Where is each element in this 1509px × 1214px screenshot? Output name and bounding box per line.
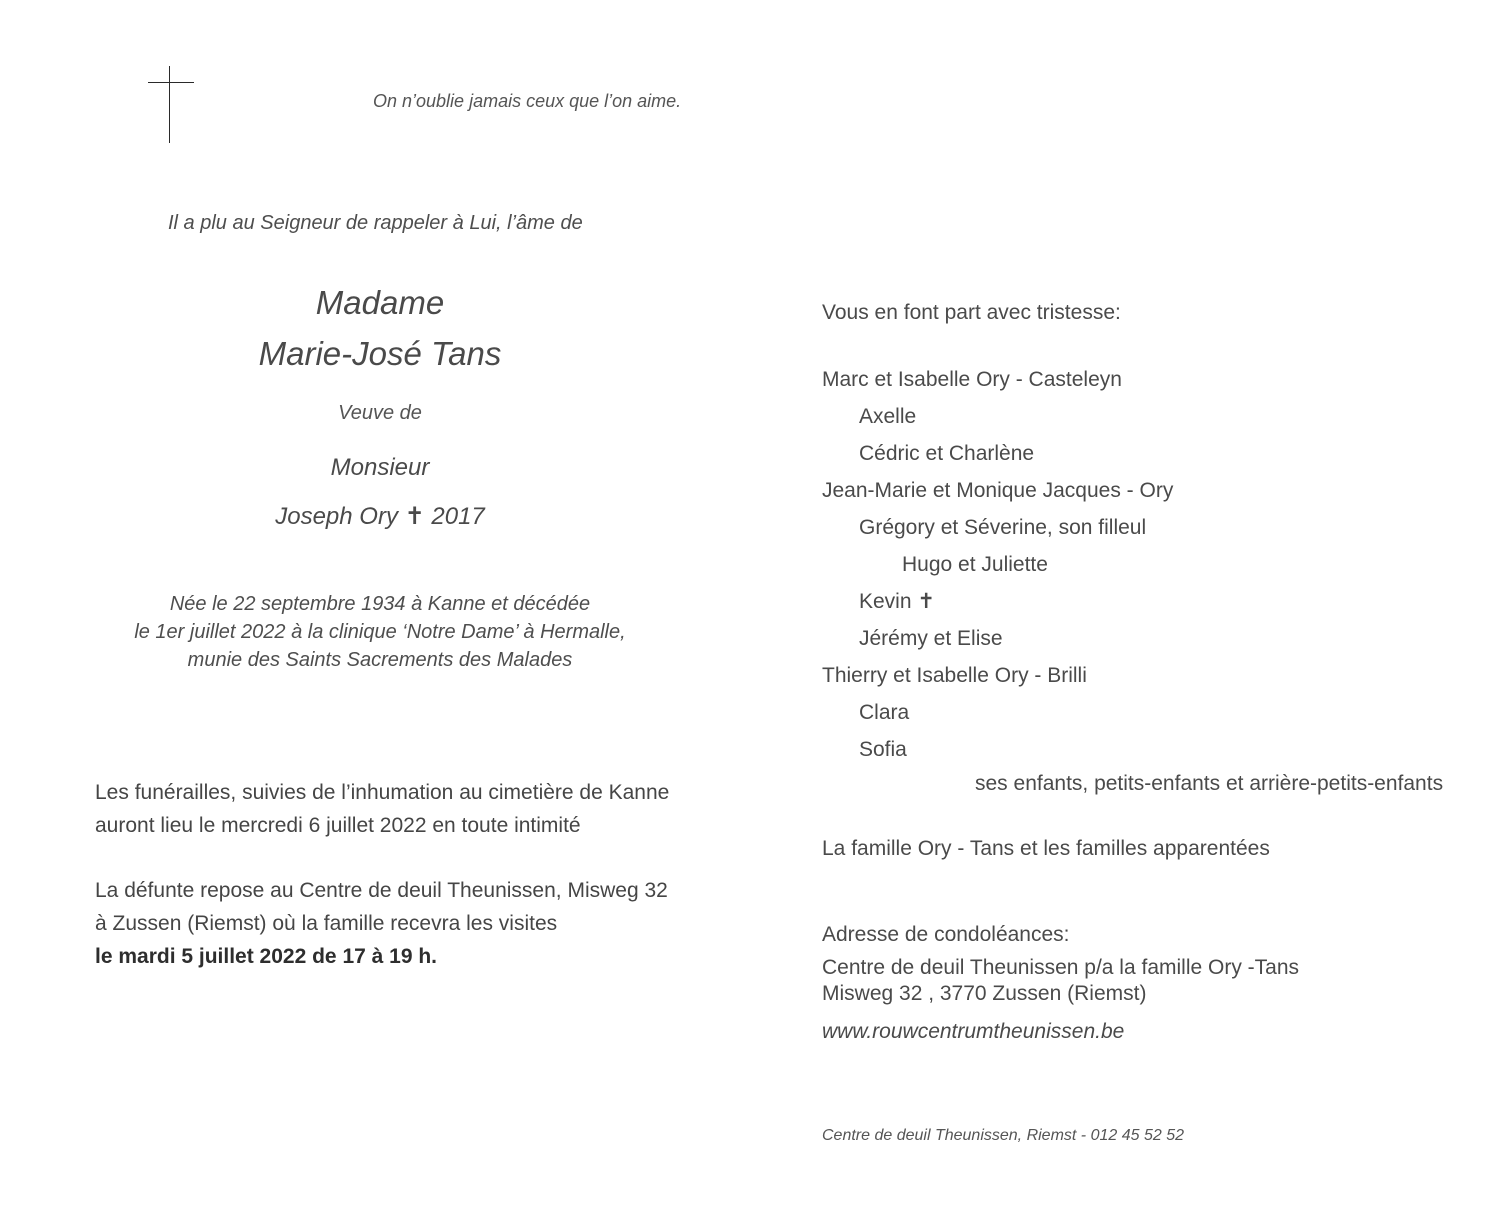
- family-list: [822, 361, 1173, 768]
- address-line: Misweg 32 , 3770 Zussen (Riemst): [822, 982, 1147, 1005]
- family-member-name: Thierry et Isabelle Ory - Brilli: [822, 664, 1087, 687]
- birth-death-line: munie des Saints Sacrements des Malades: [187, 649, 573, 671]
- deceased-name: Marie-José Tans: [258, 335, 502, 372]
- family-member-name: Hugo et Juliette: [902, 553, 1048, 576]
- family-member-name: Jérémy et Elise: [859, 627, 1003, 650]
- family-member: [822, 620, 1173, 657]
- family-member: [822, 472, 1173, 509]
- family-member-name: Clara: [859, 701, 910, 724]
- birth-death-line: Née le 22 septembre 1934 à Kanne et décédée: [169, 593, 591, 615]
- spouse-title: Monsieur: [330, 454, 430, 481]
- family-member: [822, 509, 1173, 546]
- family-member: [822, 398, 1173, 435]
- family-member: [822, 731, 1173, 768]
- birth-death-text: [80, 590, 680, 674]
- family-member-name: Axelle: [859, 405, 917, 428]
- condolences-address: [822, 955, 1299, 1007]
- visit-time: le mardi 5 juillet 2022 de 17 à 19 h.: [95, 945, 438, 968]
- family-member-name: Cédric et Charlène: [859, 442, 1035, 465]
- family-member: [822, 583, 1173, 620]
- family-member: [822, 694, 1173, 731]
- repose-line: à Zussen (Riemst) où la famille recevra les visites: [95, 912, 558, 935]
- repose-text: [95, 874, 668, 973]
- family-member-name: Sofia: [859, 738, 907, 761]
- family-member-name: Marc et Isabelle Ory - Casteleyn: [822, 368, 1122, 391]
- family-member-name: Grégory et Séverine, son filleul: [859, 516, 1147, 539]
- family-member: [822, 657, 1173, 694]
- funeral-text: [95, 776, 669, 842]
- repose-line: La défunte repose au Centre de deuil Theunissen, Misweg 32: [95, 879, 668, 902]
- website-link[interactable]: www.rouwcentrumtheunissen.be: [822, 1020, 1125, 1043]
- footer: Centre de deuil Theunissen, Riemst - 012 45 52 52: [822, 1127, 1184, 1144]
- dagger-icon: ✝: [917, 590, 935, 613]
- children-caption: ses enfants, petits-enfants et arrière-petits-enfants: [975, 772, 1444, 795]
- dagger-icon: ✝: [404, 503, 425, 530]
- motto: On n’oublie jamais ceux que l’on aime.: [373, 91, 682, 111]
- spouse-name: Joseph Ory: [275, 503, 398, 530]
- intro-text: Il a plu au Seigneur de rappeler à Lui, l’âme de: [168, 212, 583, 234]
- family-member: [822, 435, 1173, 472]
- funeral-line: auront lieu le mercredi 6 juillet 2022 en toute intimité: [95, 814, 581, 837]
- funeral-line: Les funérailles, suivies de l’inhumation au cimetière de Kanne: [95, 781, 670, 804]
- family-member: [822, 361, 1173, 398]
- family-member-name: Kevin: [859, 590, 912, 613]
- deceased-title: Madame: [315, 284, 445, 321]
- family-member-name: Jean-Marie et Monique Jacques - Ory: [822, 479, 1174, 502]
- condolences-title: Adresse de condoléances:: [822, 923, 1070, 946]
- spouse-year: 2017: [431, 503, 485, 530]
- extended-family: La famille Ory - Tans et les familles apparentées: [822, 837, 1270, 860]
- widow-of: Veuve de: [338, 402, 422, 424]
- family-member: [822, 546, 1173, 583]
- birth-death-line: le 1er juillet 2022 à la clinique ‘Notre Dame’ à Hermalle,: [134, 621, 626, 643]
- spouse-line: [130, 501, 630, 533]
- announcement: Vous en font part avec tristesse:: [822, 301, 1121, 324]
- address-line: Centre de deuil Theunissen p/a la famille Ory -Tans: [822, 956, 1300, 979]
